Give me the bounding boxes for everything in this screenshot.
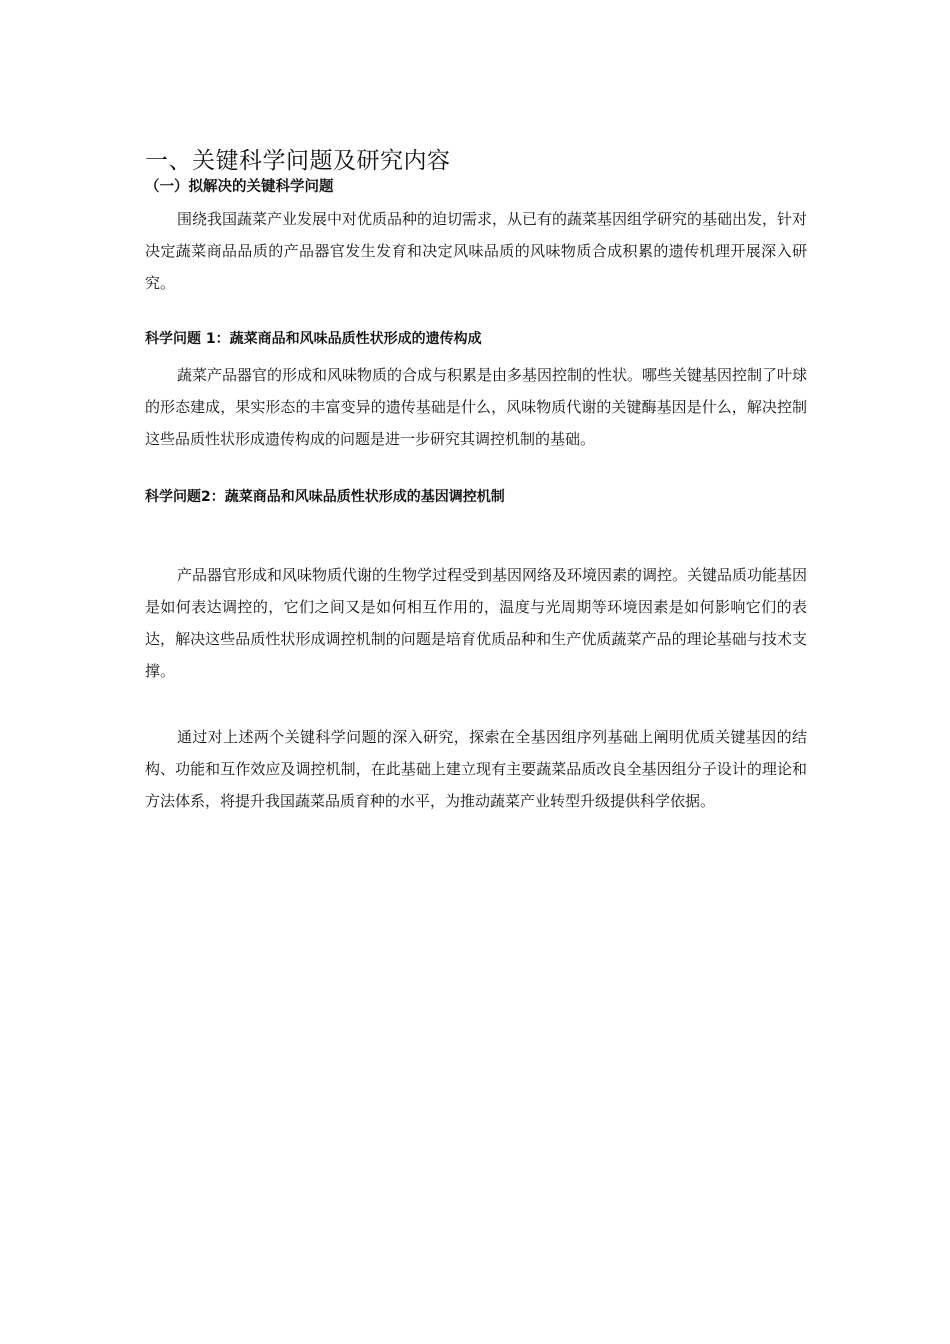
subsection-title: （一）拟解决的关键科学问题 [145, 179, 334, 195]
conclusion-paragraph: 通过对上述两个关键科学问题的深入研究，探索在全基因组序列基础上阐明优质关键基因的结构、功能和互作效应及调控机制，在此基础上建立现有主要蔬菜品质改良全基因组分子设计的理论和方法体系，将提升我国蔬菜品质育种的水平，为推动蔬菜产业转型升级提供科学依据。 [145, 728, 807, 810]
question-2-heading: 科学问题2：蔬菜商品和风味品质性状形成的基因调控机制 [145, 489, 505, 505]
question-2-paragraph: 产品器官形成和风味物质代谢的生物学过程受到基因网络及环境因素的调控。关键品质功能基因是如何表达调控的，它们之间又是如何相互作用的，温度与光周期等环境因素是如何影响它们的表达，解决这些品质性状形成调控机制的问题是培育优质品种和生产优质蔬菜产品的理论基础与技术支撑。 [145, 566, 808, 680]
question-1-paragraph: 蔬菜产品器官的形成和风味物质的合成与积累是由多基因控制的性状。哪些关键基因控制了叶球的形态建成，果实形态的丰富变异的遗传基础是什么，风味物质代谢的关键酶基因是什么，解决控制这些品质性状形成遗传构成的问题是进一步研究其调控机制的基础。 [145, 366, 808, 448]
intro-paragraph: 围绕我国蔬菜产业发展中对优质品种的迫切需求，从已有的蔬菜基因组学研究的基础出发，针对决定蔬菜商品品质的产品器官发生发育和决定风味品质的风味物质合成积累的遗传机理开展深入研究。 [145, 210, 808, 292]
document-body [145, 145, 807, 817]
question-1-heading: 科学问题 1：蔬菜商品和风味品质性状形成的遗传构成 [145, 331, 482, 347]
section-title: 一、关键科学问题及研究内容 [145, 148, 451, 174]
